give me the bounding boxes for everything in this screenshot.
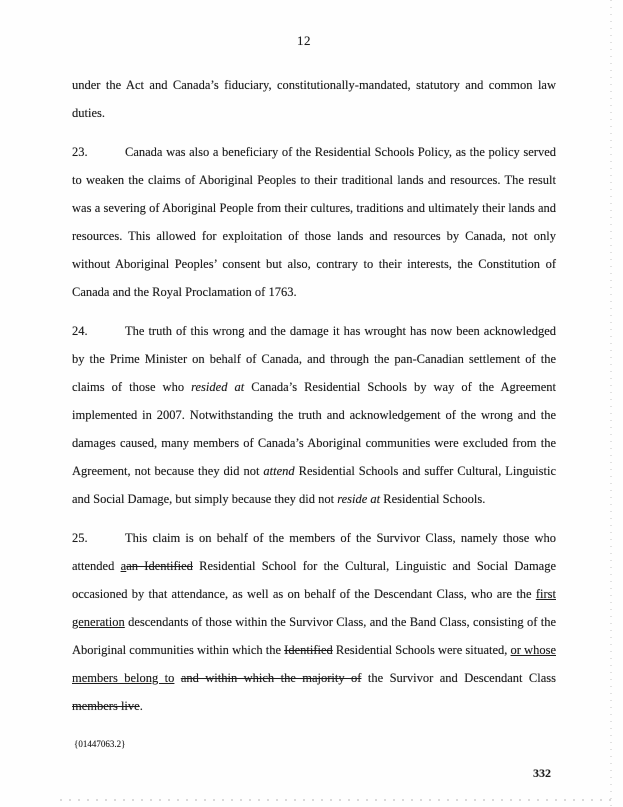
paragraph bbox=[72, 524, 556, 720]
paragraph bbox=[72, 71, 556, 127]
text-segment-underline: or whose members belong to bbox=[72, 643, 556, 685]
text-segment: . bbox=[139, 699, 143, 713]
paragraph bbox=[72, 138, 556, 306]
text-segment: the Survivor and Descendant Class bbox=[361, 671, 556, 685]
text-segment: descendants of those within the Survivor Class, and the Band Class, consisting of the Aboriginal communities within which the bbox=[72, 615, 556, 657]
text-segment-strike: Identified bbox=[284, 643, 333, 657]
text-segment: Canada was also a beneficiary of the Residential Schools Policy, as the policy served to weaken the claims of Aboriginal Peoples to their traditional lands and resources. The result was a severing of Aboriginal People from their cultures, traditions and ultimately their lands and resources. This allowed for exploitation of those lands and resources by Canada, not only without Aboriginal Peoples’ consent but also, contrary to their interests, the Constitution of Canada and the Royal Proclamation of 1763. bbox=[72, 145, 556, 299]
text-segment: under the Act and Canada’s fiduciary, constitutionally-mandated, statutory and common law duties. bbox=[72, 78, 556, 120]
footer-document-reference: {01447063.2} bbox=[74, 739, 126, 749]
text-segment-strike: and within which the majority of bbox=[180, 671, 362, 685]
text-segment-strike: members live bbox=[72, 699, 140, 713]
text-segment-italic: attend bbox=[263, 464, 295, 478]
text-segment-underline: a bbox=[120, 559, 127, 573]
paragraph-number: 23. bbox=[72, 145, 88, 159]
footer-page-number: 332 bbox=[533, 766, 551, 780]
text-segment: Canada’s Residential Schools by way of the Agreement implemented in 2007. Notwithstanding the truth and acknowledgement of the wrong and the damages caused, many members of Canada’s Aboriginal communities were excluded from the Agreement, not because they did not bbox=[72, 380, 556, 478]
text-segment-underline: first generation bbox=[72, 587, 556, 629]
text-segment: Residential Schools were situated, bbox=[332, 643, 511, 657]
text-segment: This claim is on behalf of the members of the Survivor Class, namely those who attended bbox=[72, 531, 556, 573]
scan-artifact-right-edge bbox=[610, 0, 612, 807]
text-segment-italic: resided at bbox=[191, 380, 245, 394]
text-segment: Residential Schools. bbox=[380, 492, 486, 506]
text-segment-italic: reside at bbox=[337, 492, 381, 506]
scan-artifact-bottom-edge bbox=[60, 799, 611, 801]
text-segment: Residential School for the Cultural, Linguistic and Social Damage occasioned by that attendance, as well as on behalf of the Descendant Class, who are the bbox=[72, 559, 557, 601]
page-number-header: 12 bbox=[297, 33, 311, 48]
paragraph-number: 25. bbox=[72, 531, 88, 545]
text-segment-strike: an Identified bbox=[126, 559, 193, 573]
paragraph bbox=[72, 317, 556, 513]
paragraph-number: 24. bbox=[72, 324, 88, 338]
document-body bbox=[72, 71, 556, 731]
text-segment: The truth of this wrong and the damage it has wrought has now been acknowledged by the Prime Minister on behalf of Canada, and through the pan-Canadian settlement of the claims of those who bbox=[72, 324, 556, 394]
text-segment: Residential Schools and suffer Cultural, Linguistic and Social Damage, but simply because they did not bbox=[72, 464, 556, 506]
